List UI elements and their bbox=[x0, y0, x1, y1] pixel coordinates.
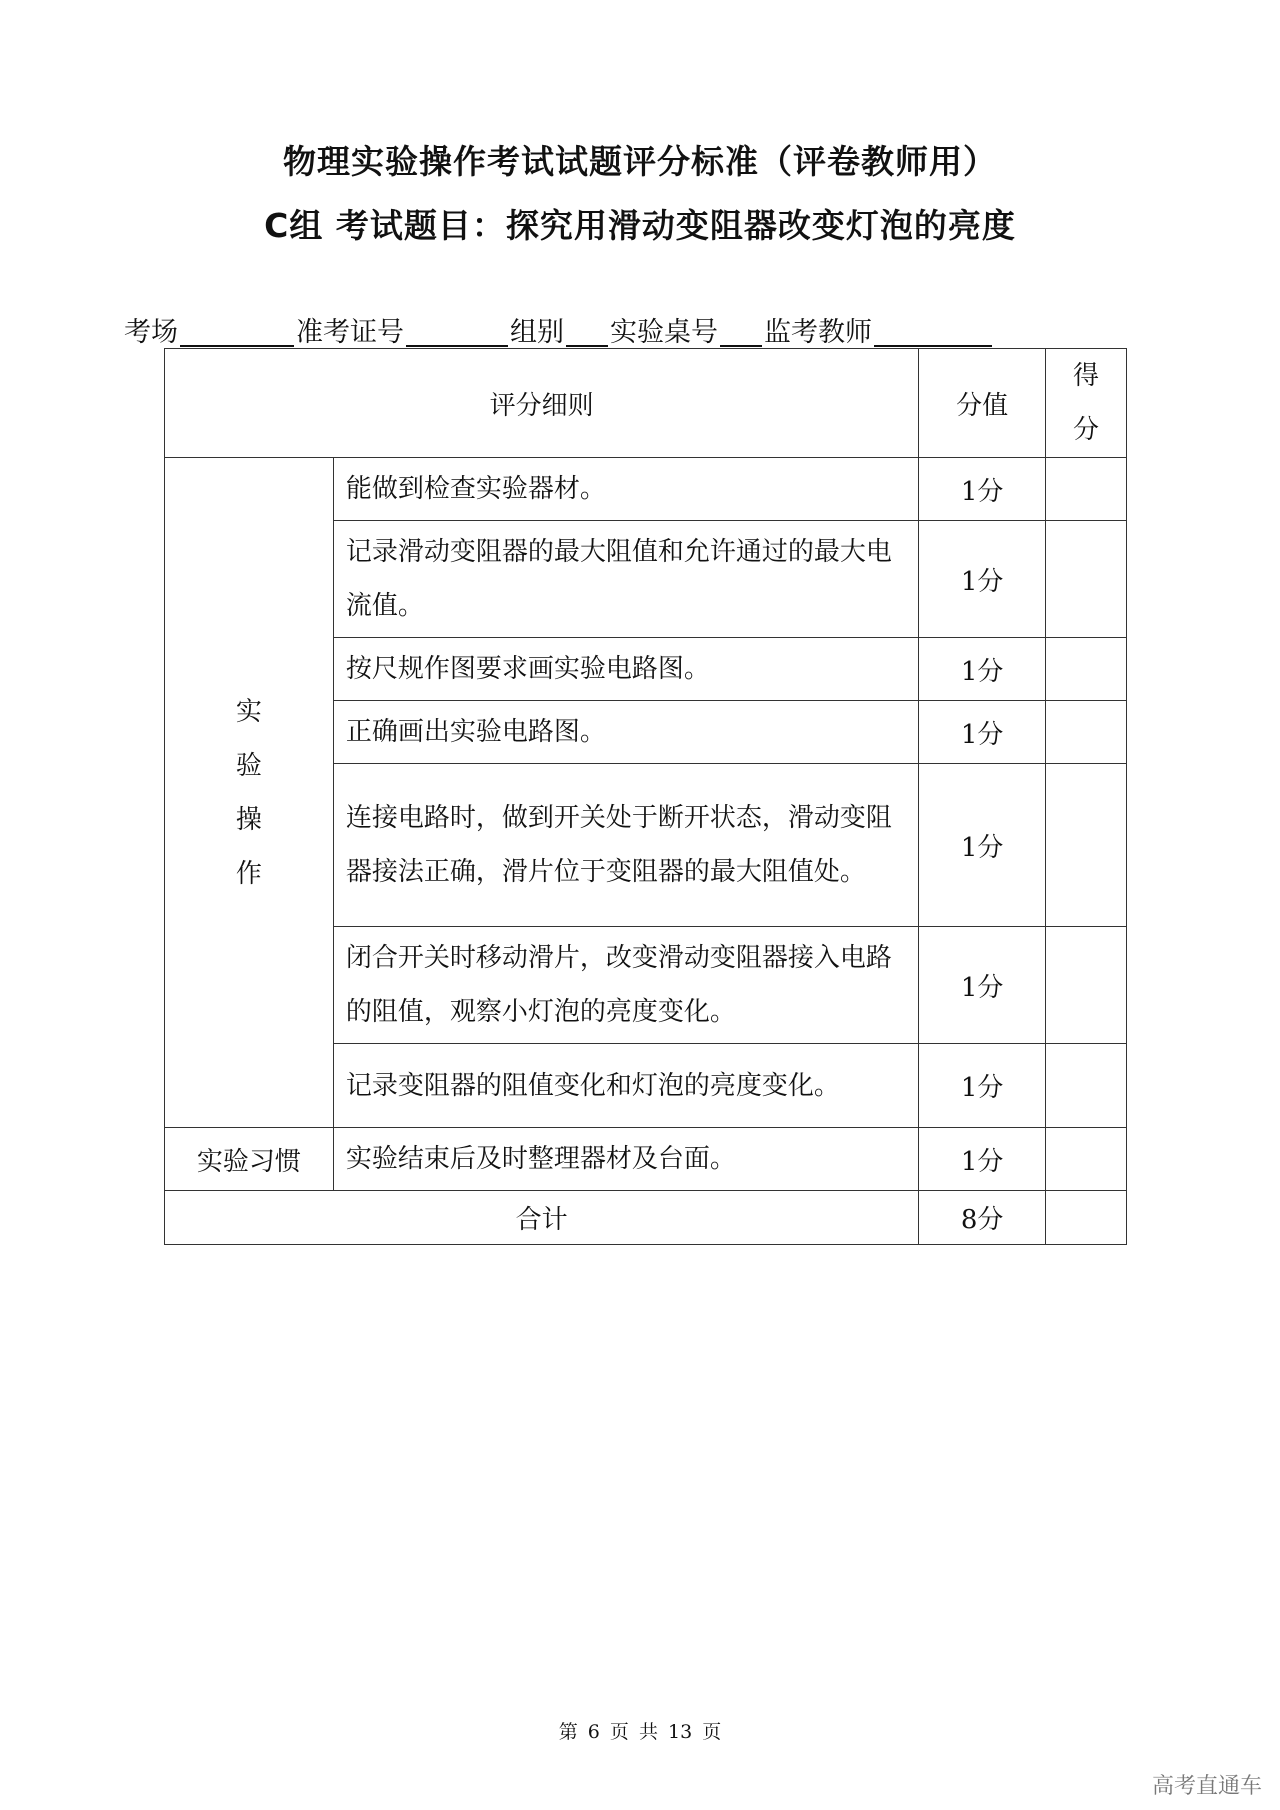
category-habit: 实验习惯 bbox=[165, 1128, 334, 1191]
criteria-header: 评分细则 bbox=[165, 349, 919, 458]
exam-room-blank bbox=[180, 317, 294, 347]
scoring-table bbox=[164, 348, 1127, 1245]
watermark: 高考直通车 bbox=[1151, 1774, 1262, 1799]
exam-info-line bbox=[124, 310, 994, 349]
table-header-row bbox=[165, 349, 1127, 458]
points-cell: 1分 bbox=[919, 458, 1046, 521]
total-points: 8分 bbox=[919, 1191, 1046, 1245]
table-row bbox=[165, 458, 1127, 521]
proctor-label: 监考教师 bbox=[764, 317, 872, 348]
criteria-cell: 记录滑动变阻器的最大阻值和允许通过的最大电流值。 bbox=[333, 521, 918, 638]
criteria-cell: 实验结束后及时整理器材及台面。 bbox=[333, 1128, 918, 1191]
points-cell: 1分 bbox=[919, 764, 1046, 927]
proctor-blank bbox=[874, 317, 992, 347]
score-cell[interactable] bbox=[1046, 638, 1127, 701]
points-cell: 1分 bbox=[919, 638, 1046, 701]
ticket-no-label: 准考证号 bbox=[296, 317, 404, 348]
total-score-cell[interactable] bbox=[1046, 1191, 1127, 1245]
points-cell: 1分 bbox=[919, 521, 1046, 638]
criteria-cell: 记录变阻器的阻值变化和灯泡的亮度变化。 bbox=[333, 1044, 918, 1128]
exam-room-label: 考场 bbox=[124, 317, 178, 348]
score-cell[interactable] bbox=[1046, 521, 1127, 638]
page-number: 第 6 页 共 13 页 bbox=[558, 1721, 722, 1743]
category-operation bbox=[165, 458, 334, 1128]
points-cell: 1分 bbox=[919, 927, 1046, 1044]
score-header-text: 得分 bbox=[1073, 361, 1100, 445]
score-cell[interactable] bbox=[1046, 764, 1127, 927]
document-title: 物理实验操作考试试题评分标准（评卷教师用） bbox=[283, 142, 997, 181]
score-cell[interactable] bbox=[1046, 1128, 1127, 1191]
ticket-no-blank bbox=[406, 317, 508, 347]
desk-no-blank bbox=[720, 317, 762, 347]
score-header bbox=[1046, 349, 1127, 458]
desk-no-label: 实验桌号 bbox=[610, 317, 718, 348]
score-cell[interactable] bbox=[1046, 927, 1127, 1044]
criteria-cell: 连接电路时，做到开关处于断开状态，滑动变阻器接法正确，滑片位于变阻器的最大阻值处。 bbox=[333, 764, 918, 927]
group-blank bbox=[566, 317, 608, 347]
points-cell: 1分 bbox=[919, 1128, 1046, 1191]
score-cell[interactable] bbox=[1046, 458, 1127, 521]
total-row bbox=[165, 1191, 1127, 1245]
criteria-cell: 正确画出实验电路图。 bbox=[333, 701, 918, 764]
category-operation-label: 实验操作 bbox=[235, 696, 262, 889]
score-cell[interactable] bbox=[1046, 701, 1127, 764]
document-subtitle: C组 考试题目：探究用滑动变阻器改变灯泡的亮度 bbox=[264, 206, 1016, 245]
points-header: 分值 bbox=[919, 349, 1046, 458]
points-cell: 1分 bbox=[919, 1044, 1046, 1128]
table-row bbox=[165, 1128, 1127, 1191]
criteria-cell: 按尺规作图要求画实验电路图。 bbox=[333, 638, 918, 701]
criteria-cell: 能做到检查实验器材。 bbox=[333, 458, 918, 521]
group-label: 组别 bbox=[510, 317, 564, 348]
criteria-cell: 闭合开关时移动滑片，改变滑动变阻器接入电路的阻值，观察小灯泡的亮度变化。 bbox=[333, 927, 918, 1044]
score-cell[interactable] bbox=[1046, 1044, 1127, 1128]
total-label: 合计 bbox=[165, 1191, 919, 1245]
points-cell: 1分 bbox=[919, 701, 1046, 764]
